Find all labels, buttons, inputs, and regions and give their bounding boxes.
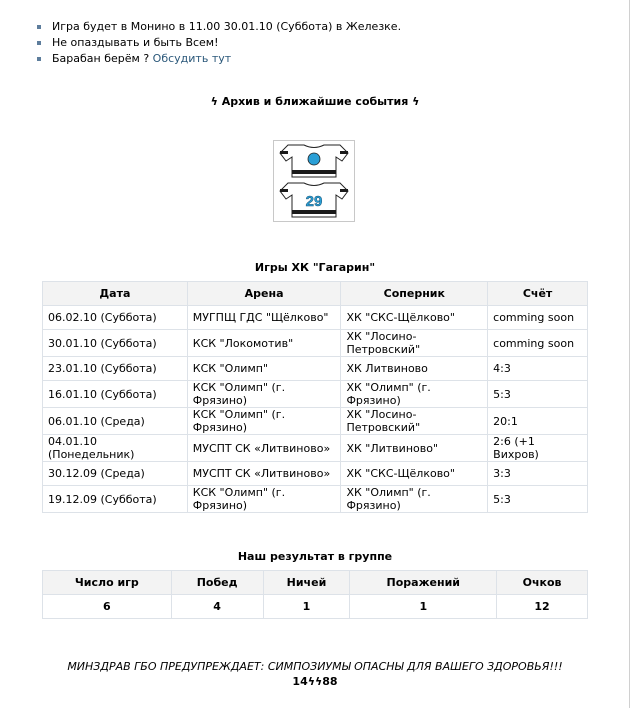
announcement-text: Барабан берём ?: [52, 52, 150, 65]
table-row: [43, 330, 588, 357]
cell-opponent: ХК "Лосино-Петровский": [341, 408, 488, 435]
cell-opponent: ХК "СКС-Щёлково": [341, 462, 488, 486]
cell-date: 04.01.10 (Понедельник): [43, 435, 188, 462]
column-header-opponent: Соперник: [341, 282, 488, 306]
bullet-icon: [37, 25, 41, 29]
footer-code: 14ϟϟ88: [292, 675, 338, 688]
cell-score: 2:6 (+1 Вихров): [488, 435, 588, 462]
cell-wins: 4: [171, 595, 263, 619]
cell-score: 4:3: [488, 357, 588, 381]
jersey-number: 29: [305, 193, 323, 210]
lightning-icon: ϟ: [210, 95, 218, 108]
cell-score: 3:3: [488, 462, 588, 486]
cell-score: 5:3: [488, 486, 588, 513]
table-header-row: [43, 282, 588, 306]
discuss-link[interactable]: Обсудить тут: [152, 52, 232, 65]
table-row: [43, 357, 588, 381]
archive-title: Архив и ближайшие события: [221, 95, 409, 108]
cell-arena: МУГПЩ ГДС "Щёлково": [187, 306, 341, 330]
games-table: [42, 281, 588, 513]
table-row: [43, 595, 588, 619]
cell-draws: 1: [263, 595, 350, 619]
games-table-title: Игры ХК "Гагарин": [254, 261, 376, 274]
cell-date: 06.01.10 (Среда): [43, 408, 188, 435]
cell-date: 23.01.10 (Суббота): [43, 357, 188, 381]
column-header-draws: Ничей: [263, 571, 350, 595]
cell-opponent: ХК "Лосино-Петровский": [341, 330, 488, 357]
cell-arena: МУСПТ СК «Литвиново»: [187, 462, 341, 486]
cell-games: 6: [43, 595, 172, 619]
cell-opponent: ХК "Литвиново": [341, 435, 488, 462]
announcement-text: Игра будет в Монино в 11.00 30.01.10 (Суббота) в Железке.: [52, 20, 402, 33]
table-row: [43, 306, 588, 330]
bullet-icon: [37, 41, 41, 45]
cell-date: 19.12.09 (Суббота): [43, 486, 188, 513]
cell-losses: 1: [350, 595, 497, 619]
announcement-item: [34, 19, 401, 35]
cell-opponent: ХК "Олимп" (г. Фрязино): [341, 381, 488, 408]
cell-arena: КСК "Локомотив": [187, 330, 341, 357]
announcement-item: [34, 51, 401, 67]
cell-score: 20:1: [488, 408, 588, 435]
cell-arena: КСК "Олимп" (г. Фрязино): [187, 486, 341, 513]
table-row: [43, 462, 588, 486]
column-header-arena: Арена: [187, 282, 341, 306]
cell-arena: КСК "Олимп": [187, 357, 341, 381]
cell-score: comming soon: [488, 306, 588, 330]
stats-table-title: Наш результат в группе: [237, 550, 393, 563]
cell-opponent: ХК "СКС-Щёлково": [341, 306, 488, 330]
cell-arena: МУСПТ СК «Литвиново»: [187, 435, 341, 462]
cell-date: 16.01.10 (Суббота): [43, 381, 188, 408]
announcement-item: [34, 35, 401, 51]
warning-text: МИНЗДРАВ ГБО ПРЕДУПРЕЖДАЕТ: СИМПОЗИУМЫ ОПАСНЫ ДЛЯ ВАШЕГО ЗДОРОВЬЯ!!!: [67, 660, 563, 673]
table-row: [43, 381, 588, 408]
cell-date: 06.02.10 (Суббота): [43, 306, 188, 330]
column-header-losses: Поражений: [350, 571, 497, 595]
bullet-icon: [37, 57, 41, 61]
cell-date: 30.01.10 (Суббота): [43, 330, 188, 357]
cell-score: comming soon: [488, 330, 588, 357]
stats-table: [42, 570, 588, 619]
cell-arena: КСК "Олимп" (г. Фрязино): [187, 408, 341, 435]
cell-opponent: ХК Литвиново: [341, 357, 488, 381]
jersey-icon: [274, 141, 354, 221]
column-header-wins: Побед: [171, 571, 263, 595]
cell-points: 12: [497, 595, 588, 619]
cell-date: 30.12.09 (Среда): [43, 462, 188, 486]
table-header-row: [43, 571, 588, 595]
lightning-icon: ϟ: [412, 95, 420, 108]
announcement-list: [34, 19, 401, 67]
cell-score: 5:3: [488, 381, 588, 408]
announcement-text: Не опаздывать и быть Всем!: [52, 36, 219, 49]
team-jersey-image[interactable]: [273, 140, 355, 222]
column-header-date: Дата: [43, 282, 188, 306]
cell-arena: КСК "Олимп" (г. Фрязино): [187, 381, 341, 408]
table-row: [43, 486, 588, 513]
column-header-score: Счёт: [488, 282, 588, 306]
column-header-games: Число игр: [43, 571, 172, 595]
archive-heading: [0, 95, 630, 108]
column-header-points: Очков: [497, 571, 588, 595]
cell-opponent: ХК "Олимп" (г. Фрязино): [341, 486, 488, 513]
table-row: [43, 435, 588, 462]
table-row: [43, 408, 588, 435]
